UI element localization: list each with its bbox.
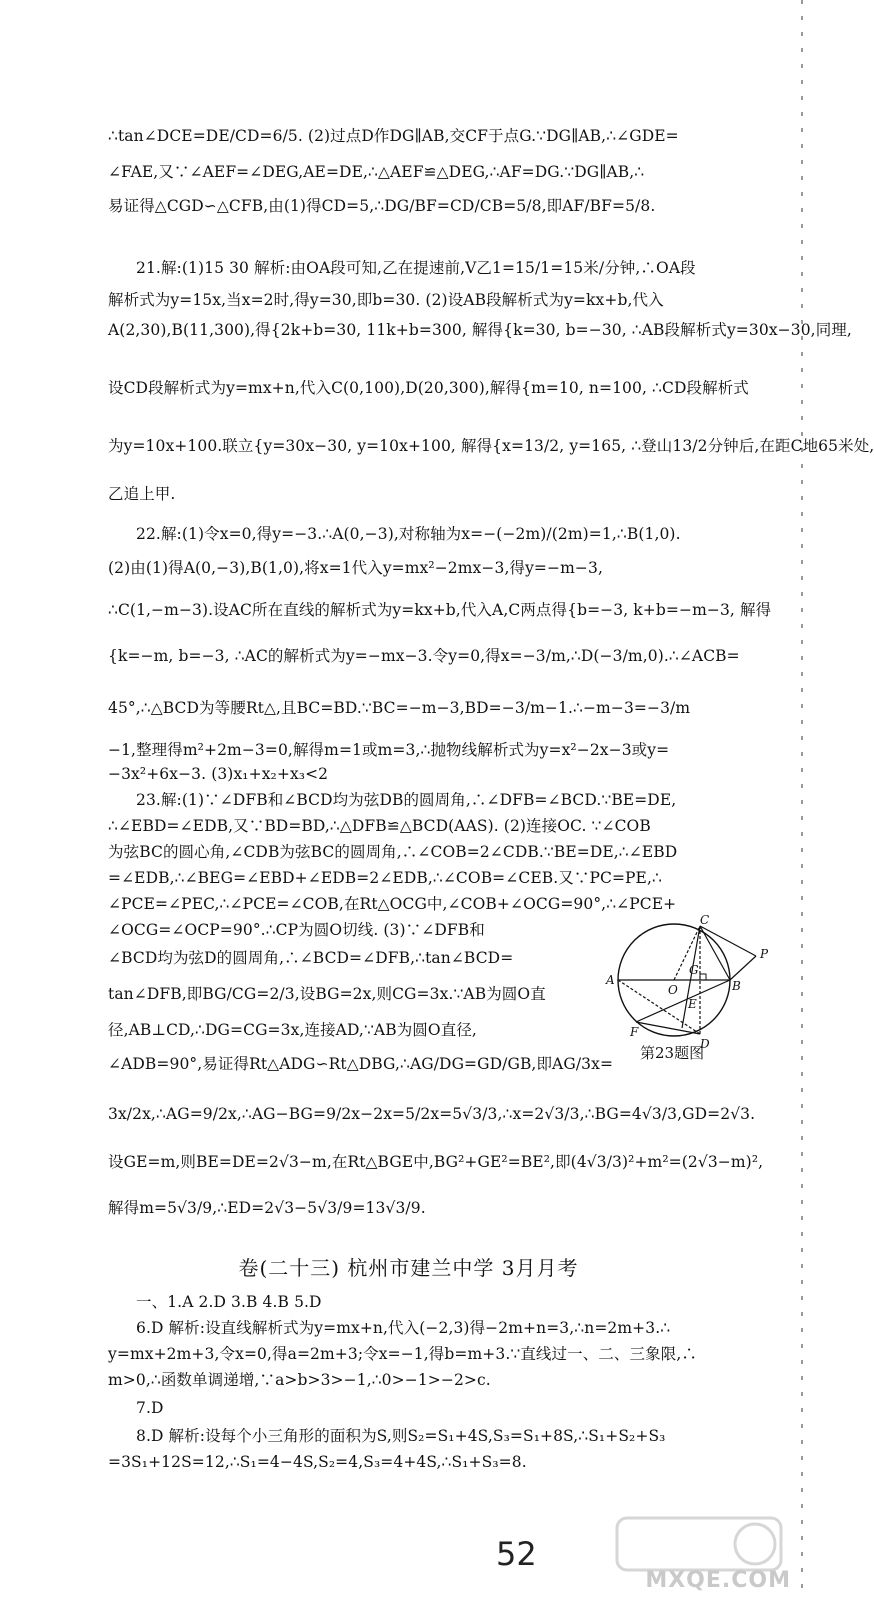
text-line: 乙追上甲. — [108, 485, 176, 503]
figure-caption: 第23题图 — [640, 1044, 705, 1062]
binding-marks — [795, 0, 809, 1600]
text-line: ∴tan∠DCE=DE/CD=6/5. (2)过点D作DG∥AB,交CF于点G.∵DG∥AB,∴∠GDE= — [108, 127, 679, 145]
text-line: 径,AB⊥CD,∴DG=CG=3x,连接AD,∵AB为圆O直径, — [108, 1021, 477, 1039]
text-line: ∠PCE=∠PEC,∴∠PCE=∠COB,在Rt△OCG中,∠COB+∠OCG=90°,∴∠PCE+ — [108, 895, 677, 913]
figure-label: E — [688, 997, 697, 1011]
text-line: 解析式为y=15x,当x=2时,得y=30,即b=30. (2)设AB段解析式为y=kx+b,代入 — [108, 291, 664, 309]
text-line: ∠OCG=∠OCP=90°.∴CP为圆O切线. (3)∵∠DFB和 — [108, 921, 485, 939]
text-line: (2)由(1)得A(0,−3),B(1,0),将x=1代入y=mx²−2mx−3,得y=−m−3, — [108, 559, 603, 577]
text-line: ∴C(1,−m−3).设AC所在直线的解析式为y=kx+b,代入A,C两点得{b=−3, k+b=−m−3, 解得 — [108, 601, 772, 619]
text-line: 设GE=m,则BE=DE=2√3−m,在Rt△BGE中,BG²+GE²=BE²,即(4√3/3)²+m²=(2√3−m)², — [108, 1153, 764, 1171]
text-line: 易证得△CGD∽△CFB,由(1)得CD=5,∴DG/BF=CD/CB=5/8,即AF/BF=5/8. — [108, 197, 656, 215]
text-line: =∠EDB,∴∠BEG=∠EBD+∠EDB=2∠EDB,∴∠COB=∠CEB.又∵PC=PE,∴ — [108, 869, 662, 887]
answer-line: y=mx+2m+3,令x=0,得a=2m+3;令x=−1,得b=m+3.∵直线过一、二、三象限,∴ — [108, 1345, 697, 1363]
text-line: 23.解:(1)∵∠DFB和∠BCD均为弦DB的圆周角,∴∠DFB=∠BCD.∵BE=DE, — [136, 791, 677, 809]
text-line: 为弦BC的圆心角,∠CDB为弦BC的圆周角,∴∠COB=2∠CDB.∵BE=DE,∴∠EBD — [108, 843, 678, 861]
text-line: ∠BCD均为弦D的圆周角,∴∠BCD=∠DFB,∴tan∠BCD= — [108, 949, 514, 967]
text-line: 45°,∴△BCD为等腰Rt△,且BC=BD.∵BC=−m−3,BD=−3/m−1.∴−m−3=−3/m — [108, 699, 691, 717]
figure-label: O — [668, 983, 678, 997]
text-line: 设CD段解析式为y=mx+n,代入C(0,100),D(20,300),解得{m=10, n=100, ∴CD段解析式 — [108, 379, 749, 397]
figure-label: B — [732, 979, 741, 993]
figure-label: F — [630, 1025, 639, 1039]
text-line: ∠ADB=90°,易证得Rt△ADG∽Rt△DBG,∴AG/DG=GD/GB,即AG/3x= — [108, 1055, 614, 1073]
figure-label: G — [689, 963, 699, 977]
text-line: 为y=10x+100.联立{y=30x−30, y=10x+100, 解得{x=13/2, y=165, ∴登山13/2分钟后,在距C地65米处, — [108, 437, 874, 455]
section-heading: 卷(二十三) 杭州市建兰中学 3月月考 — [238, 1256, 579, 1280]
figure-label: D — [700, 1037, 710, 1051]
text-line: −3x²+6x−3. (3)x₁+x₂+x₃<2 — [108, 765, 329, 783]
text-line: ∠FAE,又∵∠AEF=∠DEG,AE=DE,∴△AEF≌△DEG,∴AF=DG.∵DG∥AB,∴ — [108, 163, 645, 181]
answer-line: 一、1.A 2.D 3.B 4.B 5.D — [136, 1293, 322, 1311]
watermark-text: MXQE.COM — [645, 1568, 791, 1593]
answer-line: 7.D — [136, 1399, 164, 1417]
figure-label: A — [606, 973, 615, 987]
figure-label: C — [700, 913, 710, 927]
text-line: −1,整理得m²+2m−3=0,解得m=1或m=3,∴抛物线解析式为y=x²−2x−3或y= — [108, 741, 670, 759]
text-line: ∴∠EBD=∠EDB,又∵BD=BD,∴△DFB≌△BCD(AAS). (2)连接OC. ∵∠COB — [108, 817, 651, 835]
text-line: tan∠DFB,即BG/CG=2/3,设BG=2x,则CG=3x.∵AB为圆O直 — [108, 985, 546, 1003]
figure-label: P — [760, 947, 769, 961]
text-line: 21.解:(1)15 30 解析:由OA段可知,乙在提速前,V乙1=15/1=15米/分钟,∴OA段 — [136, 259, 696, 277]
text-line: {k=−m, b=−3, ∴AC的解析式为y=−mx−3.令y=0,得x=−3/m,∴D(−3/m,0).∴∠ACB= — [108, 647, 740, 665]
text-line: 3x/2x,∴AG=9/2x,∴AG−BG=9/2x−2x=5/2x=5√3/3,∴x=2√3/3,∴BG=4√3/3,GD=2√3. — [108, 1105, 756, 1123]
page-number: 52 — [496, 1535, 537, 1573]
answer-line: =3S₁+12S=12,∴S₁=4−4S,S₂=4,S₃=4+4S,∴S₁+S₃=8. — [108, 1453, 527, 1471]
answer-line: m>0,∴函数单调递增,∵a>b>3>−1,∴0>−1>−2>c. — [108, 1371, 491, 1389]
answer-line: 6.D 解析:设直线解析式为y=mx+n,代入(−2,3)得−2m+n=3,∴n=2m+3.∴ — [136, 1319, 671, 1337]
text-line: 22.解:(1)令x=0,得y=−3.∴A(0,−3),对称轴为x=−(−2m)/(2m)=1,∴B(1,0). — [136, 525, 681, 543]
text-line: A(2,30),B(11,300),得{2k+b=30, 11k+b=300, 解得{k=30, b=−30, ∴AB段解析式y=30x−30,同理, — [108, 321, 852, 339]
answer-line: 8.D 解析:设每个小三角形的面积为S,则S₂=S₁+4S,S₃=S₁+8S,∴S₁+S₂+S₃ — [136, 1427, 666, 1445]
geometry-figure — [596, 913, 776, 1058]
text-line: 解得m=5√3/9,∴ED=2√3−5√3/9=13√3/9. — [108, 1199, 426, 1217]
